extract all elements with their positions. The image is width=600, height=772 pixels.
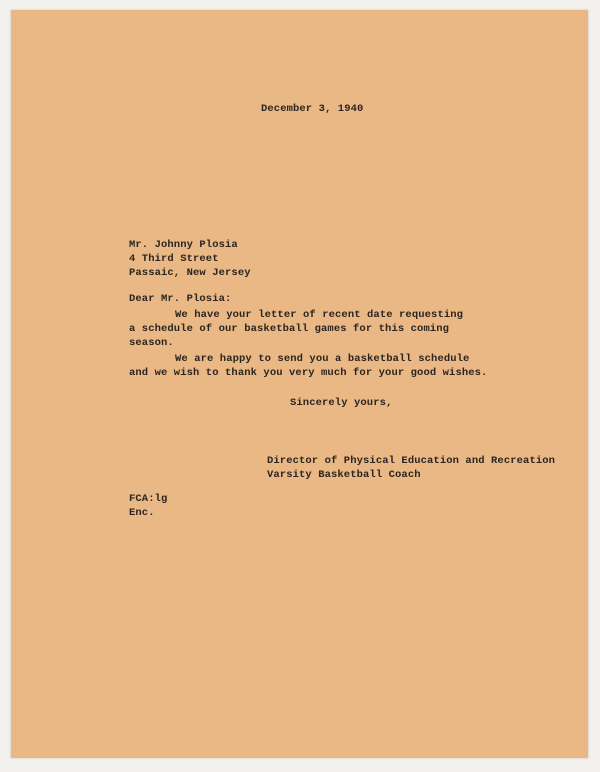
paragraph-2-line-1: We are happy to send you a basketball schedule [175,353,470,365]
paragraph-1-line-2: a schedule of our basketball games for this coming [129,323,450,335]
letter-date: December 3, 1940 [261,103,364,115]
recipient-street: 4 Third Street [129,253,219,265]
paragraph-1-line-1: We have your letter of recent date requesting [175,309,464,321]
signature-title: Director of Physical Education and Recreation [267,455,556,467]
recipient-name: Mr. Johnny Plosia [129,239,238,251]
recipient-city: Passaic, New Jersey [129,267,251,279]
salutation: Dear Mr. Plosia: [129,293,232,305]
letter-page [11,10,588,758]
reference-initials: FCA:lg [129,493,168,505]
closing: Sincerely yours, [290,397,393,409]
signature-subtitle: Varsity Basketball Coach [267,469,421,481]
paragraph-1-line-3: season. [129,337,174,349]
paragraph-2-line-2: and we wish to thank you very much for your good wishes. [129,367,488,379]
enclosure-note: Enc. [129,507,155,519]
